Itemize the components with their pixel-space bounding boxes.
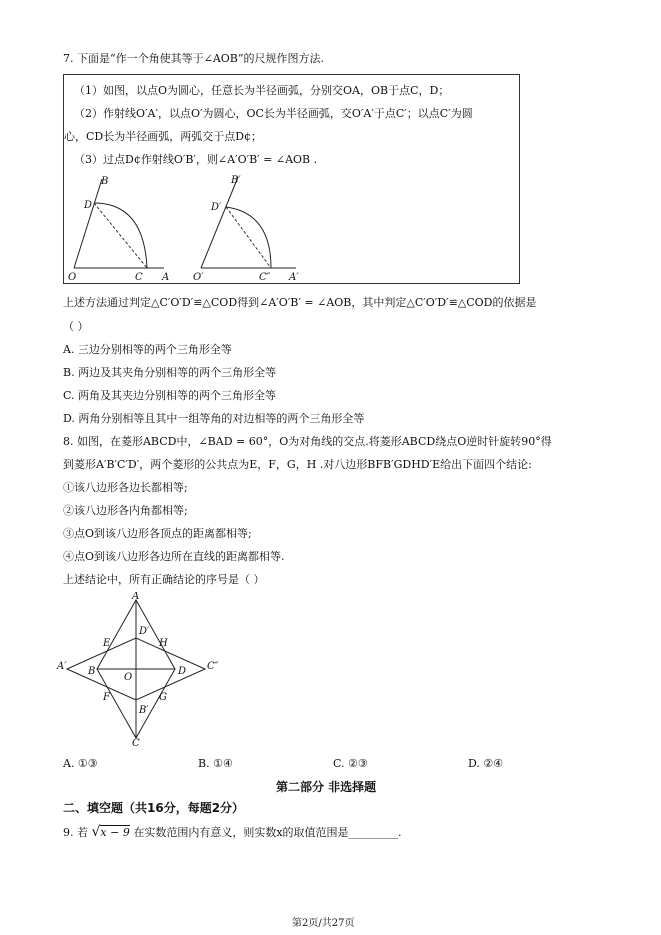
q8-figure-rotated-rhombi (55, 592, 225, 747)
q8-label-O: O (124, 672, 133, 683)
page-footer: 第2页/共27页 (292, 918, 355, 929)
q8-label-D: D (178, 666, 187, 677)
q8-label-C: C (132, 738, 140, 747)
q8-label-A: A (132, 592, 140, 602)
q9-radicand: x − 9 (100, 826, 130, 839)
q8-label-F: F (103, 692, 110, 703)
q8-conclusion-2: ②该八边形各内角都相等; (63, 504, 188, 517)
q8-conclusion-1: ①该八边形各边长都相等; (63, 481, 188, 494)
fig1-label-O: O (68, 272, 77, 283)
q8-label-G: G (159, 692, 167, 703)
fig2-label-C: C″ (259, 272, 271, 283)
q7-figure-original-angle (64, 173, 184, 283)
q7-option-c[interactable]: C. 两角及其夹边分别相等的两个三角形全等 (63, 389, 277, 402)
q9 (63, 825, 402, 840)
q7-question: 上述方法通过判定△C′O′D′≌△COD得到∠A′O′B′ = ∠AOB，其中判定△C′O′D′≌△COD的依据是 (63, 296, 537, 309)
q7-step3: （3）过点D¢作射线O′B′，则∠A′O′B′ = ∠AOB . (74, 153, 318, 166)
q7-stem: 7. 下面是“作一个角使其等于∠AOB”的尺规作图方法. (63, 52, 324, 65)
fig2-label-A: A′ (289, 272, 299, 283)
fig2-label-O: O′ (193, 272, 204, 283)
q7-figure-copied-angle (191, 173, 311, 283)
construction-box (63, 74, 520, 284)
q8-label-E: E (103, 638, 111, 649)
fig2-label-D: D′ (211, 202, 222, 213)
q8-label-C-prime: C″ (207, 661, 219, 672)
q7-step2-line2: 心，CD长为半径画弧，两弧交于点D¢； (64, 130, 263, 143)
fig1-label-C: C (135, 272, 143, 283)
fill-in-section-title: 二、填空题（共16分，每题2分） (63, 801, 245, 815)
q8-option-c[interactable]: C. ②③ (333, 757, 368, 770)
q9-suffix: 在实数范围内有意义，则实数x的取值范围是_________. (133, 826, 402, 839)
q8-conclusion-3: ③点O到该八边形各顶点的距离都相等; (63, 527, 252, 540)
q8-label-H: H (159, 638, 168, 649)
q8-label-B: B (88, 666, 96, 677)
q8-label-A-prime: A′ (57, 661, 67, 672)
fig2-label-B: B′ (231, 175, 241, 186)
q8-option-b[interactable]: B. ①④ (198, 757, 233, 770)
q8-option-d[interactable]: D. ②④ (468, 757, 504, 770)
q7-paren: （ ） (63, 320, 89, 333)
q7-option-d[interactable]: D. 两角分别相等且其中一组等角的对边相等的两个三角形全等 (63, 412, 365, 425)
fig1-label-A: A (162, 272, 170, 283)
q7-step1: （1）如图，以点O为圆心，任意长为半径画弧，分别交OA，OB于点C，D； (74, 84, 450, 97)
q7-option-a[interactable]: A. 三边分别相等的两个三角形全等 (63, 343, 232, 356)
q8-line1: 8. 如图，在菱形ABCD中，∠BAD = 60°，O为对角线的交点.将菱形ABCD绕点O逆时针旋转90°得 (63, 435, 552, 448)
q9-prefix: 9. 若 (63, 826, 88, 839)
q8-label-D-prime: D′ (139, 626, 150, 637)
part-two-title: 第二部分 非选择题 (276, 780, 377, 794)
q8-question: 上述结论中，所有正确结论的序号是（ ） (63, 573, 265, 586)
q8-line2: 到菱形A′B′C′D′，两个菱形的公共点为E，F，G，H .对八边形BFB′GDHD′E给出下面四个结论: (63, 458, 532, 471)
q8-option-a[interactable]: A. ①③ (63, 757, 98, 770)
q8-label-B-prime: B′ (139, 705, 149, 716)
fig1-label-D: D (84, 200, 93, 211)
q7-option-b[interactable]: B. 两边及其夹角分别相等的两个三角形全等 (63, 366, 277, 379)
q8-conclusion-4: ④点O到该八边形各边所在直线的距离都相等. (63, 550, 285, 563)
sqrt-icon: √ (91, 824, 101, 840)
q7-step2-line1: （2）作射线O′A′，以点O′为圆心，OC长为半径画弧，交O′A′于点C′；以点C′为圆 (74, 107, 473, 120)
fig1-label-B: B (101, 176, 109, 187)
